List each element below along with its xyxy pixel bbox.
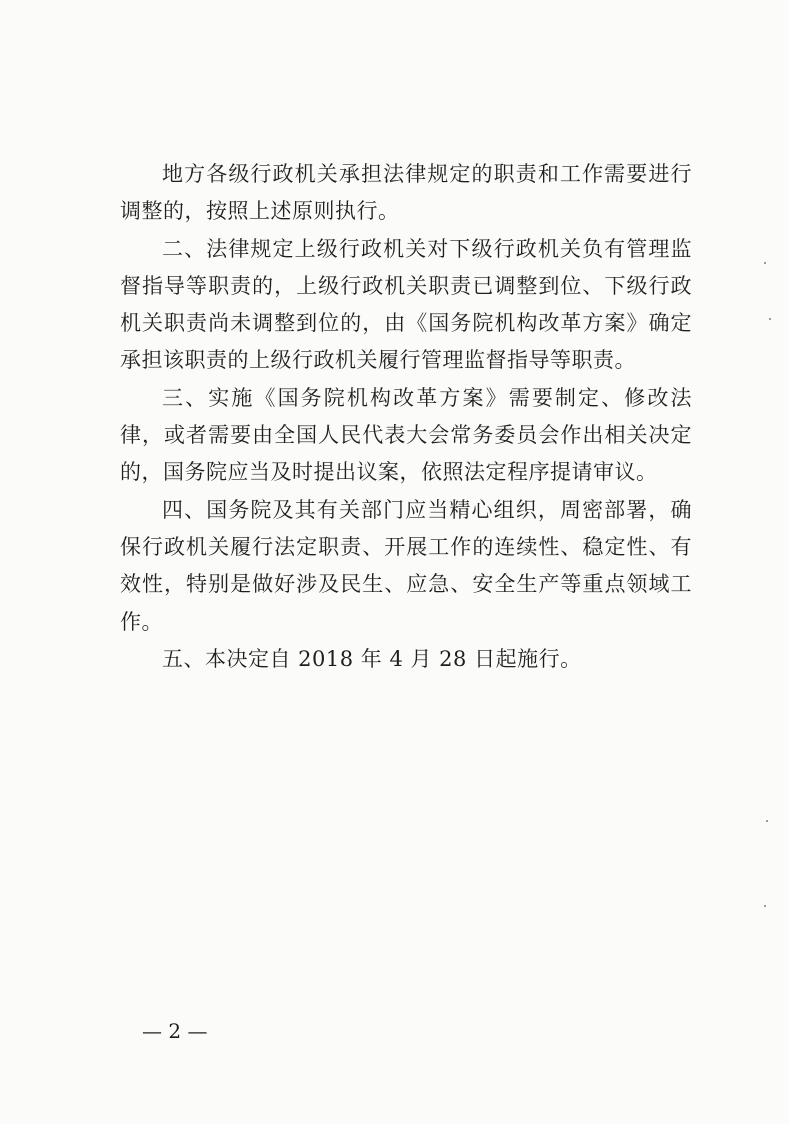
scan-speck [766,820,768,822]
paragraph-continuation: 地方各级行政机关承担法律规定的职责和工作需要进行调整的，按照上述原则执行。 [120,162,692,224]
paragraph-article-5: 五、本决定自 2018 年 4 月 28 日起施行。 [162,646,582,671]
scan-speck [769,318,771,320]
paragraph-article-4: 四、国务院及其有关部门应当精心组织，周密部署，确保行政机关履行法定职责、开展工作的连续性、稳定性、有效性，特别是做好涉及民生、应急、安全生产等重点领域工作。 [120,497,692,634]
page-number: — 2 — [142,1019,208,1043]
scan-speck [764,262,766,264]
scan-speck [764,905,766,907]
paragraph-article-3: 三、实施《国务院机构改革方案》需要制定、修改法律，或者需要由全国人民代表大会常务委员会作出相关决定的，国务院应当及时提出议案，依照法定程序提请审议。 [120,385,692,485]
document-body [120,156,692,678]
paragraph-article-2: 二、法律规定上级行政机关对下级行政机关负有管理监督指导等职责的，上级行政机关职责已调整到位、下级行政机关职责尚未调整到位的，由《国务院机构改革方案》确定承担该职责的上级行政机关履行管理监督指导等职责。 [120,236,692,373]
